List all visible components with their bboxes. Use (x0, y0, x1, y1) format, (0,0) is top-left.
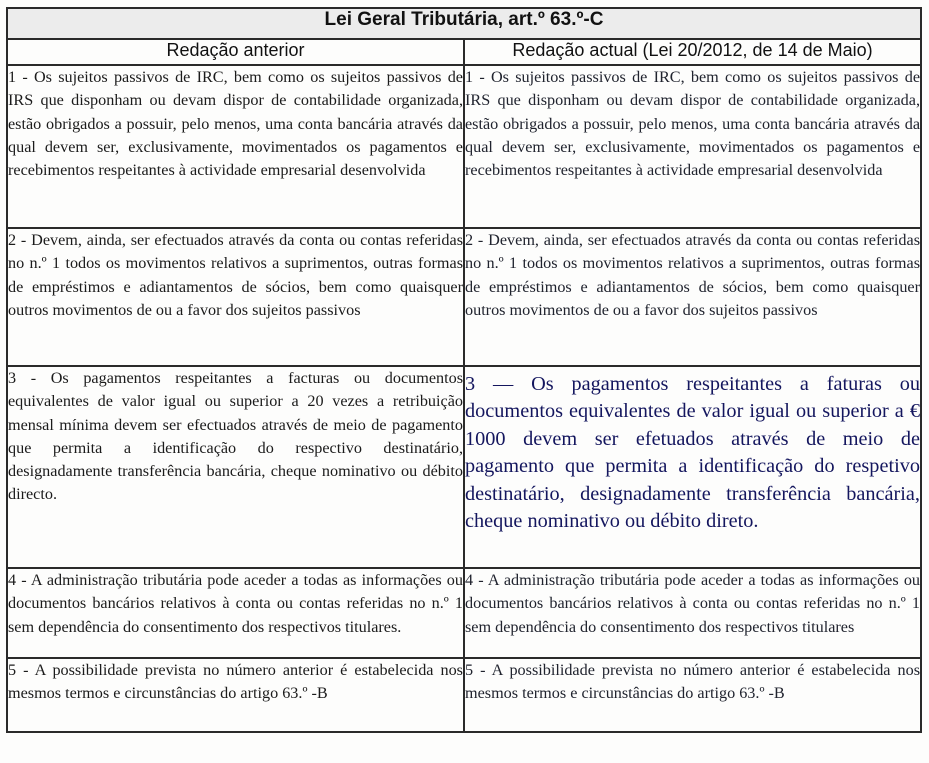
table-row (7, 366, 921, 568)
paragraph-5-current: 5 - A possibilidade prevista no número anterior é estabelecida nos mesmos termos e circunstâncias do artigo 63.º -B (464, 658, 921, 732)
paragraph-1-current: 1 - Os sujeitos passivos de IRC, bem como os sujeitos passivos de IRS que disponham ou devam dispor de contabilidade organizada, estão obrigados a possuir, pelo menos, uma conta bancária através da qual devem ser, exclusivamente, movimentados os pagamentos e recebimentos respeitantes à actividade empresarial desenvolvida (464, 65, 921, 228)
paragraph-2-current: 2 - Devem, ainda, ser efectuados através da conta ou contas referidas no n.º 1 todos os movimentos relativos a suprimentos, outras formas de empréstimos e adiantamentos de sócios, bem como quaisquer outros movimentos de ou a favor dos sujeitos passivos (464, 228, 921, 366)
table-row (7, 568, 921, 658)
paragraph-4-current: 4 - A administração tributária pode aceder a todas as informações ou documentos bancários relativos à conta ou contas referidas no n.º 1 sem dependência do consentimento dos respectivos titulares (464, 568, 921, 658)
table-row (7, 228, 921, 366)
comparison-table (6, 7, 922, 733)
table-title: Lei Geral Tributária, art.º 63.º-C (7, 8, 921, 39)
paragraph-4-previous: 4 - A administração tributária pode aceder a todas as informações ou documentos bancários relativos à conta ou contas referidas no n.º 1 sem dependência do consentimento dos respectivos titulares. (7, 568, 464, 658)
paragraph-3-previous: 3 - Os pagamentos respeitantes a facturas ou documentos equivalentes de valor igual ou superior a 20 vezes a retribuição mensal mínima devem ser efectuados através de meio de pagamento que permita a identificação do respectivo destinatário, designadamente transferência bancária, cheque nominativo ou débito directo. (7, 366, 464, 568)
paragraph-3-current-amended: 3 — Os pagamentos respeitantes a faturas ou documentos equivalentes de valor igual ou superior a € 1000 devem ser efetuados através de meio de pagamento que permita a identificação do respetivo destinatário, designadamente transferência bancária, cheque nominativo ou débito direto. (464, 366, 921, 568)
paragraph-1-previous: 1 - Os sujeitos passivos de IRC, bem como os sujeitos passivos de IRS que disponham ou devam dispor de contabilidade organizada, estão obrigados a possuir, pelo menos, uma conta bancária através da qual devem ser, exclusivamente, movimentados os pagamentos e recebimentos respeitantes à actividade empresarial desenvolvida (7, 65, 464, 228)
table-row (7, 65, 921, 228)
paragraph-5-previous: 5 - A possibilidade prevista no número anterior é estabelecida nos mesmos termos e circunstâncias do artigo 63.º -B (7, 658, 464, 732)
table-row (7, 658, 921, 732)
paragraph-2-previous: 2 - Devem, ainda, ser efectuados através da conta ou contas referidas no n.º 1 todos os movimentos relativos a suprimentos, outras formas de empréstimos e adiantamentos de sócios, bem como quaisquer outros movimentos de ou a favor dos sujeitos passivos (7, 228, 464, 366)
column-header-current: Redação actual (Lei 20/2012, de 14 de Maio) (464, 39, 921, 65)
column-header-previous: Redação anterior (7, 39, 464, 65)
